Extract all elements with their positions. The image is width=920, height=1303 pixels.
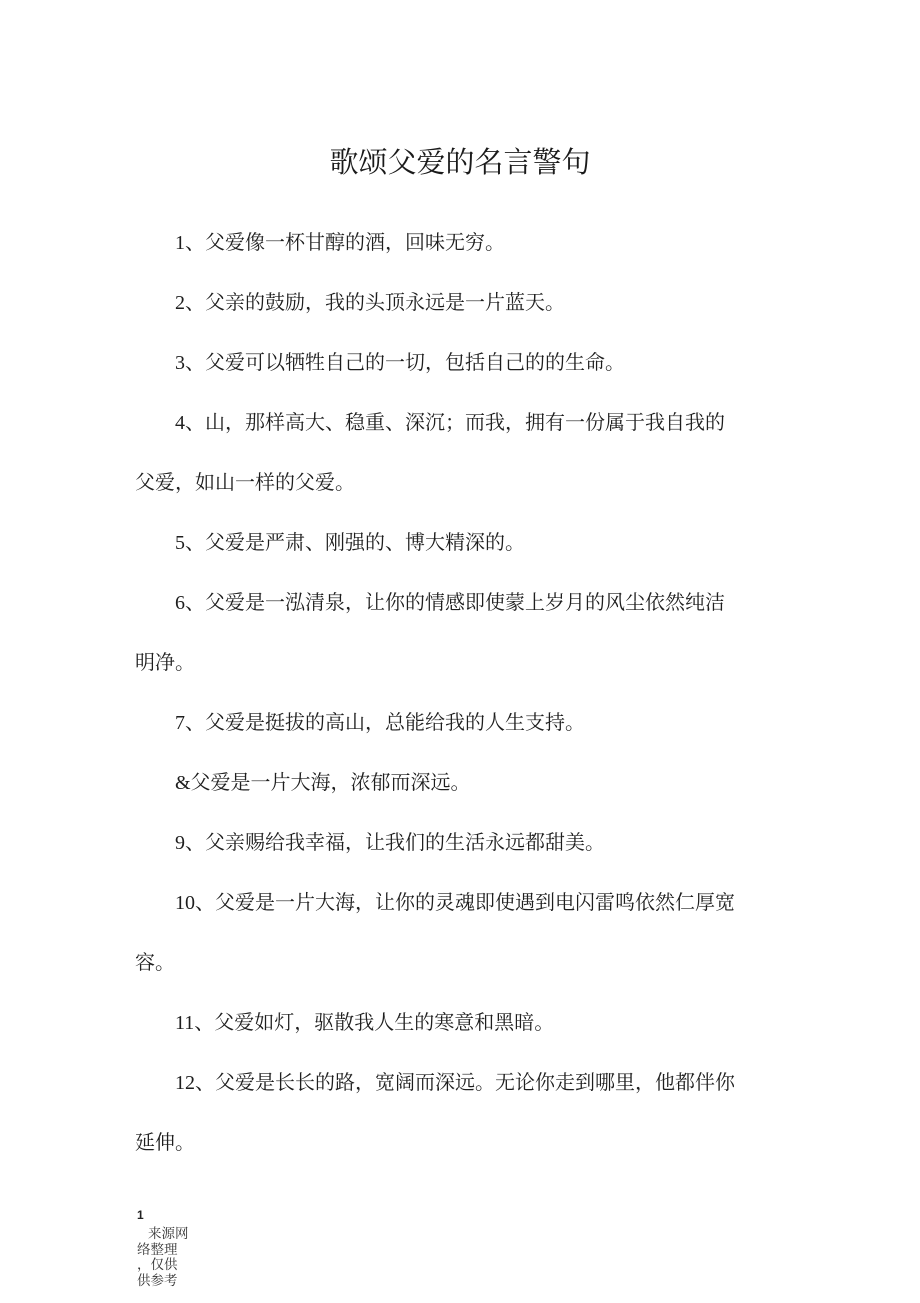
footer-source-note: 来源网络整理，仅供供参考 bbox=[137, 1226, 189, 1288]
quote-line: 9、父亲赐给我幸福，让我们的生活永远都甜美。 bbox=[175, 832, 605, 854]
quote-line: &父爱是一片大海，浓郁而深远。 bbox=[175, 772, 471, 794]
footer-page-number: 1 bbox=[137, 1208, 144, 1222]
quote-line: 4、山，那样高大、稳重、深沉；而我，拥有一份属于我自我的父爱，如山一样的父爱。 bbox=[135, 412, 725, 494]
quote-line: 11、父爱如灯，驱散我人生的寒意和黑暗。 bbox=[175, 1012, 555, 1034]
quote-line: 6、父爱是一泓清泉，让你的情感即使蒙上岁月的风尘依然纯洁明净。 bbox=[135, 592, 725, 674]
quote-line: 7、父爱是挺拔的高山，总能给我的人生支持。 bbox=[175, 712, 585, 734]
quote-line: 5、父爱是严肃、刚强的、博大精深的。 bbox=[175, 532, 525, 554]
quote-line: 3、父爱可以牺牲自己的一切，包括自己的的生命。 bbox=[175, 352, 625, 374]
quote-list bbox=[135, 213, 741, 1173]
quote-line: 12、父爱是长长的路，宽阔而深远。无论你走到哪里，他都伴你延伸。 bbox=[135, 1072, 735, 1154]
document-title: 歌颂父爱的名言警句 bbox=[329, 147, 591, 179]
quote-line: 1、父爱像一杯甘醇的酒，回味无穷。 bbox=[175, 232, 505, 254]
quote-line: 2、父亲的鼓励，我的头顶永远是一片蓝天。 bbox=[175, 292, 565, 314]
quote-line: 10、父爱是一片大海，让你的灵魂即使遇到电闪雷鸣依然仁厚宽容。 bbox=[135, 892, 735, 974]
